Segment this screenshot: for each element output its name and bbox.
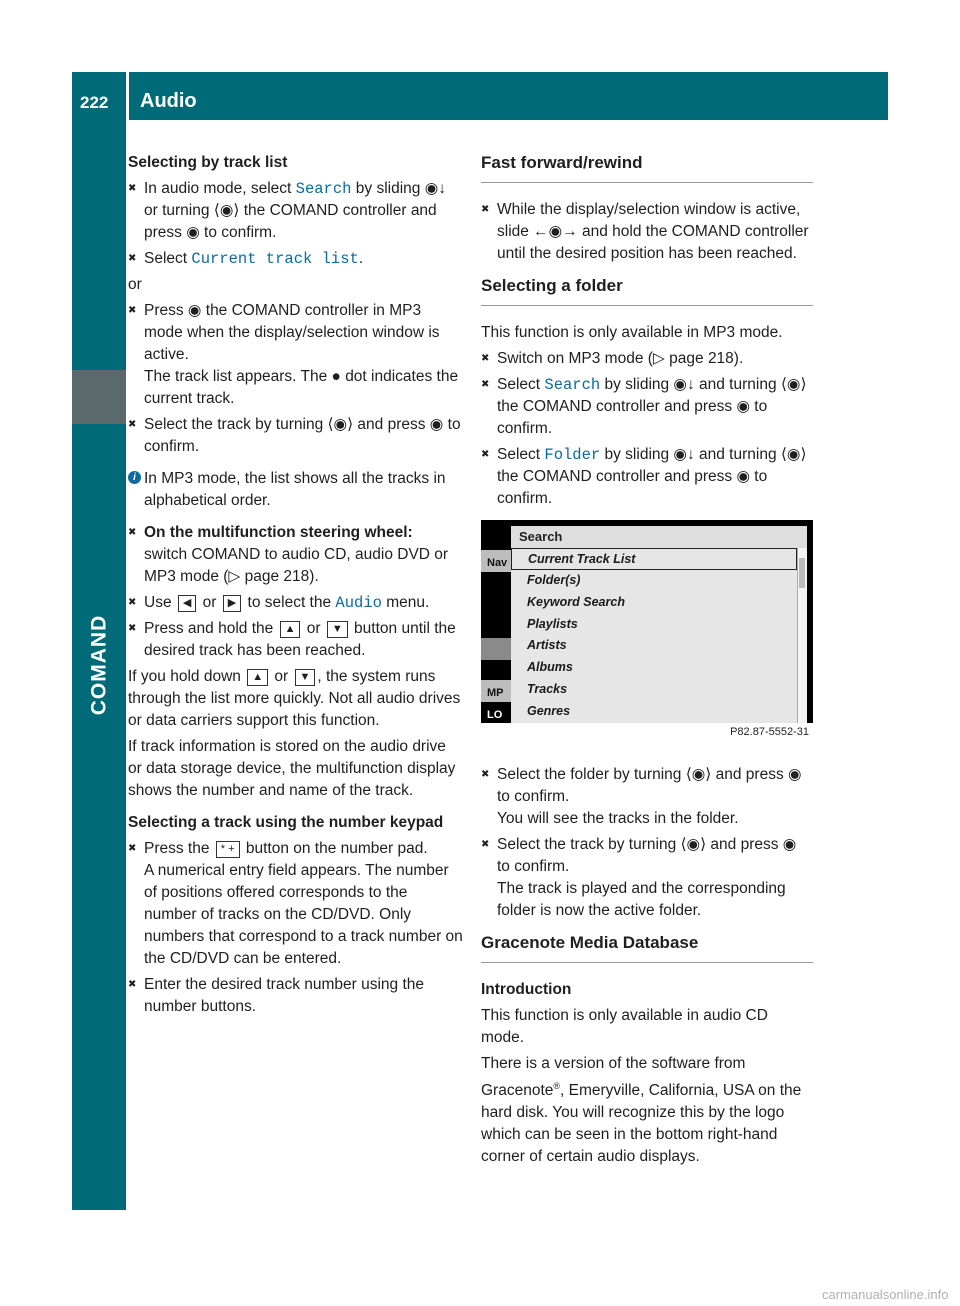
sidebar-marker xyxy=(72,370,126,424)
scrollbar-thumb[interactable] xyxy=(799,558,805,588)
step-current-track-list: ✖ Select Current track list. xyxy=(128,248,463,270)
heading-introduction: Introduction xyxy=(481,981,572,998)
menu-item-artists[interactable]: Artists xyxy=(527,638,567,653)
step-select-search: ✖ In audio mode, select Search by sliding ◉↓ or turning ⟨◉⟩ the COMAND controller and press ◉ to confirm. xyxy=(128,178,463,244)
menu-item-current-track-list[interactable]: Current Track List xyxy=(511,548,797,570)
page-header xyxy=(72,72,888,120)
page-title: Audio xyxy=(140,90,197,112)
watermark: carmanualsonline.info xyxy=(822,1287,949,1302)
step-enter-number: ✖ Enter the desired track number using the number buttons. xyxy=(128,974,463,1018)
step-select-track: ✖ Select the track by turning ⟨◉⟩ and press ◉ to confirm. The track is played and the corresponding folder is now the active folder. xyxy=(481,834,813,922)
heading-fast-forward: Fast forward/rewind xyxy=(481,152,813,183)
step-select-folder-turn: ✖ Select the folder by turning ⟨◉⟩ and press ◉ to confirm. You will see the tracks in the folder. xyxy=(481,764,813,830)
para-track-info: If track information is stored on the audio drive or data storage device, the multifunction display shows the number and name of the track. xyxy=(128,738,456,799)
para-hold-down: If you hold down ▲ or ▼ , the system runs through the list more quickly. Not all audio drives or data carriers support this function. xyxy=(128,668,461,729)
step-select-search: ✖ Select Search by sliding ◉↓ and turning ⟨◉⟩ the COMAND controller and press ◉ to confirm. xyxy=(481,374,813,440)
screen-left-strip xyxy=(481,550,511,722)
down-key-icon: ▼ xyxy=(295,669,316,686)
menu-item-keyword-search[interactable]: Keyword Search xyxy=(527,594,625,609)
sidebar-label-text: COMAND xyxy=(87,614,110,716)
or-text: or xyxy=(128,276,142,293)
screen-mp-label: MP xyxy=(487,687,504,699)
up-key-icon: ▲ xyxy=(280,621,301,638)
left-column xyxy=(128,152,463,1022)
step-select-folder: ✖ Select Folder by sliding ◉↓ and turning ⟨◉⟩ the COMAND controller and press ◉ to confirm. xyxy=(481,444,813,510)
figure-code: P82.87-5552-31 xyxy=(730,726,809,738)
right-column xyxy=(481,152,813,1172)
screen-lo-label: LO xyxy=(487,709,503,721)
heading-track-list: Selecting by track list xyxy=(128,154,288,171)
step-select-track: ✖ Select the track by turning ⟨◉⟩ and press ◉ to confirm. xyxy=(128,414,463,458)
info-icon: i xyxy=(128,471,141,484)
menu-item-playlists[interactable]: Playlists xyxy=(527,616,578,631)
page-number: 222 xyxy=(80,93,109,112)
info-note: i In MP3 mode, the list shows all the tracks in alphabetical order. xyxy=(128,468,463,512)
heading-gracenote: Gracenote Media Database xyxy=(481,932,813,963)
menu-current-track-list: Current track list xyxy=(191,250,359,268)
search-menu-screenshot xyxy=(481,520,813,742)
screen-nav-label: Nav xyxy=(487,557,508,569)
down-key-icon: ▼ xyxy=(327,621,348,638)
menu-scrollbar[interactable] xyxy=(797,548,807,723)
search-menu-list xyxy=(511,548,797,723)
menu-item-tracks[interactable]: Tracks xyxy=(527,681,568,696)
screenshot-caption xyxy=(481,723,813,742)
left-arrow-key-icon: ◀ xyxy=(178,595,196,612)
right-arrow-key-icon: ▶ xyxy=(223,595,241,612)
para-cd-only: This function is only available in audio CD mode. xyxy=(481,1007,768,1046)
up-key-icon: ▲ xyxy=(247,669,268,686)
menu-search: Search xyxy=(295,180,352,198)
star-hash-key-icon: * + xyxy=(216,841,240,858)
menu-item-genres[interactable]: Genres xyxy=(527,703,571,718)
menu-folder: Folder xyxy=(544,446,601,464)
menu-audio: Audio xyxy=(335,594,382,612)
step-use-arrows: ✖ Use ◀ or ▶ to select the Audio menu. xyxy=(128,592,463,614)
heading-keypad: Selecting a track using the number keypad xyxy=(128,814,444,831)
step-slide-hold: ✖ While the display/selection window is active, slide ←◉→ and hold the COMAND controller until the desired position has been reached. xyxy=(481,199,813,265)
step-press-controller: ✖ Press ◉ the COMAND controller in MP3 mode when the display/selection window is active. The track list appears. The ● dot indicates the current track. xyxy=(128,300,463,410)
menu-search: Search xyxy=(544,376,601,394)
header-divider xyxy=(126,72,129,120)
screen-title: Search xyxy=(519,529,563,544)
heading-folder: Selecting a folder xyxy=(481,275,813,306)
menu-item-folders[interactable]: Folder(s) xyxy=(527,573,581,587)
para-gracenote: There is a version of the software from Gracenote®, Emeryville, California, USA on the hard disk. You will recognize this by the logo which can be seen in the bottom right-hand corner of certain audio displays. xyxy=(481,1055,802,1166)
step-steering-wheel: ✖ On the multifunction steering wheel: switch COMAND to audio CD, audio DVD or MP3 mode (▷ page 218). xyxy=(128,522,463,588)
step-press-hold: ✖ Press and hold the ▲ or ▼ button until the desired track has been reached. xyxy=(128,618,463,662)
sidebar-label xyxy=(72,600,126,730)
menu-item-albums[interactable]: Albums xyxy=(527,660,573,675)
step-press-star: ✖ Press the * + button on the number pad. A numerical entry field appears. The number of positions offered corresponds to the number of tracks on the CD/DVD. Only numbers that correspond to a track number on the CD/DVD can be entered. xyxy=(128,838,463,970)
screen-title-bar xyxy=(511,526,807,548)
step-switch-mp3: ✖ Switch on MP3 mode (▷ page 218). xyxy=(481,348,813,370)
para-mp3-only: This function is only available in MP3 mode. xyxy=(481,324,783,341)
